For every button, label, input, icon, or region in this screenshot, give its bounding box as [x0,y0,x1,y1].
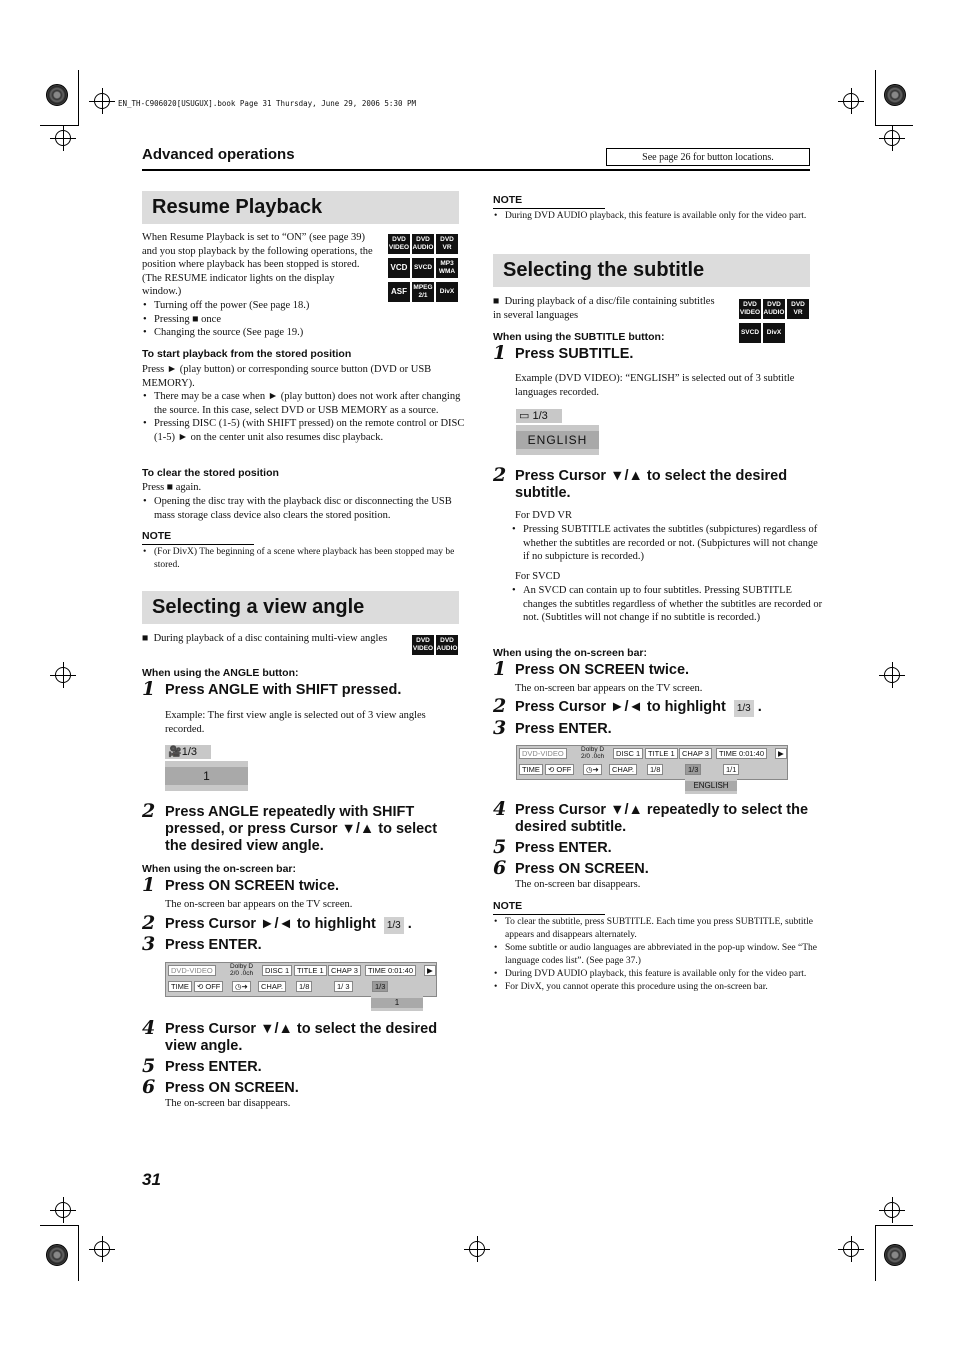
angle-osd-top-text: 1/3 [181,746,197,758]
angle-example: Example: The first view angle is selected out of 3 view angles recorded. [165,710,426,735]
osd-title: TITLE 1 [645,748,678,759]
subtitle-button-label: When using the SUBTITLE button: [493,331,665,343]
crop-mark [78,70,79,126]
angle-intro-text: During playback of a disc containing multi-view angles [153,633,388,644]
badge-svcd: SVCD [739,323,761,343]
list-item: • Turning off the power (See page 18.) [154,299,470,313]
angle-onscreen-step-2: Press Cursor ►/◄ to highlight 1/3 . [165,916,412,932]
osd-disc: DISC 1 [262,965,292,976]
osd-dvd-video: DVD-VIDEO [519,748,567,759]
list-item: • Some subtitle or audio languages are abbreviated in the pop-up window. See “The language codes list”. (See page 37.) [505,942,823,968]
crosshair-icon [843,93,859,109]
angle-onscreen-step-5: Press ENTER. [165,1059,262,1075]
resume-playback-heading: Resume Playback [142,191,459,224]
step-number: 3 [142,933,156,955]
list-item: • (For DivX) The beginning of a scene where playback has been stopped may be stored. [154,546,470,572]
step-number: 6 [493,857,507,879]
crosshair-icon [469,1241,485,1257]
subtitle-onscreen-step-3: Press ENTER. [515,721,612,737]
list-item: • During DVD AUDIO playback, this feature is available only for the video part. [505,210,823,223]
subtitle-heading: Selecting the subtitle [493,254,810,287]
subtitle-onscreen-label: When using the on-screen bar: [493,647,648,659]
osd-dolby: Dolby D 2/0 .0ch [230,963,254,977]
angle-highlight-icon: 1/3 [384,917,404,934]
list-item: • An SVCD can contain up to four subtitles. Pressing SUBTITLE changes the subtitles regardless of whether the subtitles are recorded or not. (Subtitles will not change if no subtitle is recorded.) [523,584,823,625]
list-item: • There may be a case when ► (play button) does not work after changing the source. In this case, select DVD or USB MEMORY as a source. [154,390,470,417]
subtitle-onscreen-bar [516,745,788,780]
list-item: • For DivX, you cannot operate this procedure using the on-screen bar. [505,981,823,994]
for-svcd-label: For SVCD [515,571,561,582]
resume-bullets [142,299,470,340]
subtitle-example: Example (DVD VIDEO): “ENGLISH” is selected out of 3 subtitle languages recorded. [515,373,795,398]
osd-repeat: ⟲ OFF [194,981,223,992]
osd-repeat: ⟲ OFF [545,764,574,775]
step-number: 1 [493,658,507,680]
registration-disc-icon [884,84,906,106]
step-number: 5 [493,836,507,858]
clear-position-label: To clear the stored position [142,467,279,479]
square-bullet-icon: ■ [493,296,505,307]
osd-repeat-off: OFF [205,982,221,991]
subtitle-icon: ▭ [519,410,530,422]
angle-osd [165,745,248,793]
crop-mark [875,70,876,126]
subtitle-onscreen-step-2: Press Cursor ►/◄ to highlight 1/3 . [515,699,762,715]
badge-dvd-vr: DVD VR [787,299,809,319]
crop-mark [875,1225,913,1226]
crop-mark [40,125,78,126]
osd-disc: DISC 1 [613,748,643,759]
note-rule [493,914,605,915]
resume-note-label: NOTE [142,530,172,542]
osd-audio: 1/8 [647,764,663,775]
badge-asf: ASF [388,282,410,302]
step-number: 2 [142,912,156,934]
for-dvdvr-label: For DVD VR [515,510,572,521]
subtitle-step-2: Press Cursor ▼/▲ to select the desired subtitle. [515,468,788,501]
subtitle-onscreen-step-6-sub: The on-screen bar disappears. [515,879,641,890]
osd-time: TIME 0:01:40 [365,965,416,976]
osd-dolby: Dolby D 2/0 .0ch [581,746,605,760]
registration-disc-icon [884,1244,906,1266]
osd-angle: 1/3 [372,981,388,992]
crop-mark [78,1225,79,1281]
badge-dvd-video: DVD VIDEO [412,635,434,655]
subtitle-intro-text: During playback of a disc/file containing subtitles in several languages [493,296,715,321]
step-number: 2 [493,464,507,486]
clear-position-bullets [142,495,470,522]
badge-svcd: SVCD [412,258,434,278]
badge-dvd-audio: DVD AUDIO [763,299,785,319]
angle-button-label: When using the ANGLE button: [142,667,299,679]
badge-dvd-audio: DVD AUDIO [412,234,434,254]
angle-onscreen-step-6-sub: The on-screen bar disappears. [165,1098,291,1109]
step-number: 1 [142,678,156,700]
osd-play-icon: ▶ [775,748,787,759]
start-playback-label: To start playback from the stored position [142,348,352,360]
osd-time-mode: TIME [168,981,192,992]
step-number: 4 [142,1017,156,1039]
crosshair-icon [94,1241,110,1257]
badge-mp3-wma: MP3 WMA [436,258,458,278]
crosshair-icon [94,93,110,109]
crosshair-icon [55,1202,71,1218]
resume-note-bullets [142,546,470,572]
step-number: 5 [142,1055,156,1077]
list-item: • Opening the disc tray with the playback disc or disconnecting the USB mass storage class device also clears the stored position. [154,495,470,522]
clear-position-text: Press ■ again. [142,482,202,493]
list-item: • Pressing ■ once [154,313,470,327]
osd-clock-icon: ◷➜ [232,981,251,992]
crosshair-icon [55,130,71,146]
crop-mark [875,125,913,126]
step-number: 4 [493,798,507,820]
osd-time-mode: TIME [519,764,543,775]
resume-intro: When Resume Playback is set to “ON” (see page 39) and you stop playback by the following operations, the position where playback has been stopped is stored. (The RESUME indicator lights on the display window.) [142,232,373,297]
subtitle-step-1: Press SUBTITLE. [515,346,634,362]
note-rule [493,208,605,209]
subtitle-osd-top-text: 1/3 [532,410,548,422]
badge-vcd: VCD [388,258,410,278]
crop-mark [875,1225,876,1281]
osd-time: TIME 0:01:40 [716,748,767,759]
list-item: • Changing the source (See page 19.) [154,326,470,340]
osd-dvd-video: DVD-VIDEO [168,965,216,976]
angle-onscreen-label: When using the on-screen bar: [142,863,297,875]
subtitle-onscreen-step-1-sub: The on-screen bar appears on the TV screen. [515,683,703,694]
subtitle-onscreen-step-5: Press ENTER. [515,840,612,856]
angle-step-1: Press ANGLE with SHIFT pressed. [165,682,402,698]
start-playback-text: Press ► (play button) or corresponding source button (DVD or USB MEMORY). [142,364,432,389]
angle-onscreen-step-4: Press Cursor ▼/▲ to select the desired view angle. [165,1021,438,1054]
camera-icon: 🎥 [168,746,182,758]
crosshair-icon [884,667,900,683]
step-number: 2 [142,800,156,822]
crosshair-icon [55,667,71,683]
osd-chap: CHAP 3 [328,965,361,976]
registration-disc-icon [46,1244,68,1266]
osd-clock-icon: ◷➜ [583,764,602,775]
subtitle-osd-top [516,409,562,423]
page-number: 31 [142,1170,161,1189]
angle-onscreen-step-3: Press ENTER. [165,937,262,953]
osd-play-icon: ▶ [424,965,436,976]
angle-onscreen-step-1: Press ON SCREEN twice. [165,878,340,894]
angle-step-2-text: Press Cursor ►/◄ to highlight [165,916,376,932]
crop-mark [40,1225,78,1226]
angle-onscreen-step-6: Press ON SCREEN. [165,1080,299,1096]
file-stamp: EN_TH-C906020[USUGUX].book Page 31 Thursday, June 29, 2006 5:30 PM [118,99,417,108]
svcd-bullets [511,584,823,625]
list-item: • Pressing SUBTITLE activates the subtitles (subpictures) regardless of whether the subtitles are recorded or not. (Subpictures will not change if no subpicture is recorded.) [523,523,823,564]
note-rule [142,544,254,545]
subtitle-onscreen-step-4: Press Cursor ▼/▲ repeatedly to select the desired subtitle. [515,802,809,835]
badge-divx: DivX [436,282,458,302]
step-number: 1 [493,342,507,364]
square-bullet-icon: ■ [142,633,154,644]
subtitle-onscreen-step-6: Press ON SCREEN. [515,861,649,877]
step-number: 2 [493,695,507,717]
view-angle-heading: Selecting a view angle [142,591,459,624]
list-item: • Pressing DISC (1-5) (with SHIFT pressed) on the remote control or DISC (1-5) ► on the center unit also resumes disc playback. [154,417,470,444]
badge-dvd-vr: DVD VR [436,234,458,254]
crosshair-icon [884,1202,900,1218]
step-number: 3 [493,717,507,739]
subtitle-note-bullets [493,916,823,994]
section-title: Advanced operations [142,146,295,163]
angle-intro [142,632,392,646]
subtitle-highlight-icon: 1/3 [734,700,754,717]
osd-title: TITLE 1 [294,965,327,976]
crosshair-icon [843,1241,859,1257]
list-item: • During DVD AUDIO playback, this feature is available only for the video part. [505,968,823,981]
header-rule [142,169,810,171]
osd-audio: 1/8 [296,981,312,992]
top-note-bullets [493,210,823,223]
angle-osd-value: 1 [165,761,248,791]
badge-mpeg: MPEG 2/1 [412,282,434,302]
registration-disc-icon [46,84,68,106]
subtitle-note-label: NOTE [493,900,523,912]
osd-chapter-search: CHAP. [258,981,286,992]
subtitle-step-2-text: Press Cursor ►/◄ to highlight [515,699,726,715]
dvdvr-bullets [511,523,823,564]
osd-chapter-search: CHAP. [609,764,637,775]
badge-dvd-video: DVD VIDEO [388,234,410,254]
osd-subtitle-popup: ENGLISH [685,778,737,794]
osd-subtitle: 1/3 [685,764,701,775]
angle-onscreen-step-1-sub: The on-screen bar appears on the TV screen. [165,899,353,910]
badge-divx: DivX [763,323,785,343]
osd-chap: CHAP 3 [679,748,712,759]
angle-onscreen-bar [165,962,437,997]
step-number: 6 [142,1076,156,1098]
angle-osd-top [165,745,211,759]
button-reference-box: See page 26 for button locations. [606,148,810,166]
step-number: 1 [142,874,156,896]
badge-dvd-audio: DVD AUDIO [436,635,458,655]
osd-angle: 1/1 [723,764,739,775]
osd-repeat-off: OFF [556,765,572,774]
subtitle-osd [516,409,599,457]
start-playback-bullets [142,390,470,444]
subtitle-onscreen-step-1: Press ON SCREEN twice. [515,662,690,678]
list-item: • To clear the subtitle, press SUBTITLE. Each time you press SUBTITLE, subtitle appears and disappears alternately. [505,916,823,942]
top-note-label: NOTE [493,194,523,206]
crosshair-icon [884,130,900,146]
angle-step-2: Press ANGLE repeatedly with SHIFT pressed, or press Cursor ▼/▲ to select the desired view angle. [165,804,438,854]
subtitle-intro [493,295,718,322]
subtitle-osd-value: ENGLISH [516,425,599,455]
osd-angle-popup: 1 [371,995,423,1011]
badge-dvd-video: DVD VIDEO [739,299,761,319]
osd-subtitle: 1/ 3 [334,981,353,992]
